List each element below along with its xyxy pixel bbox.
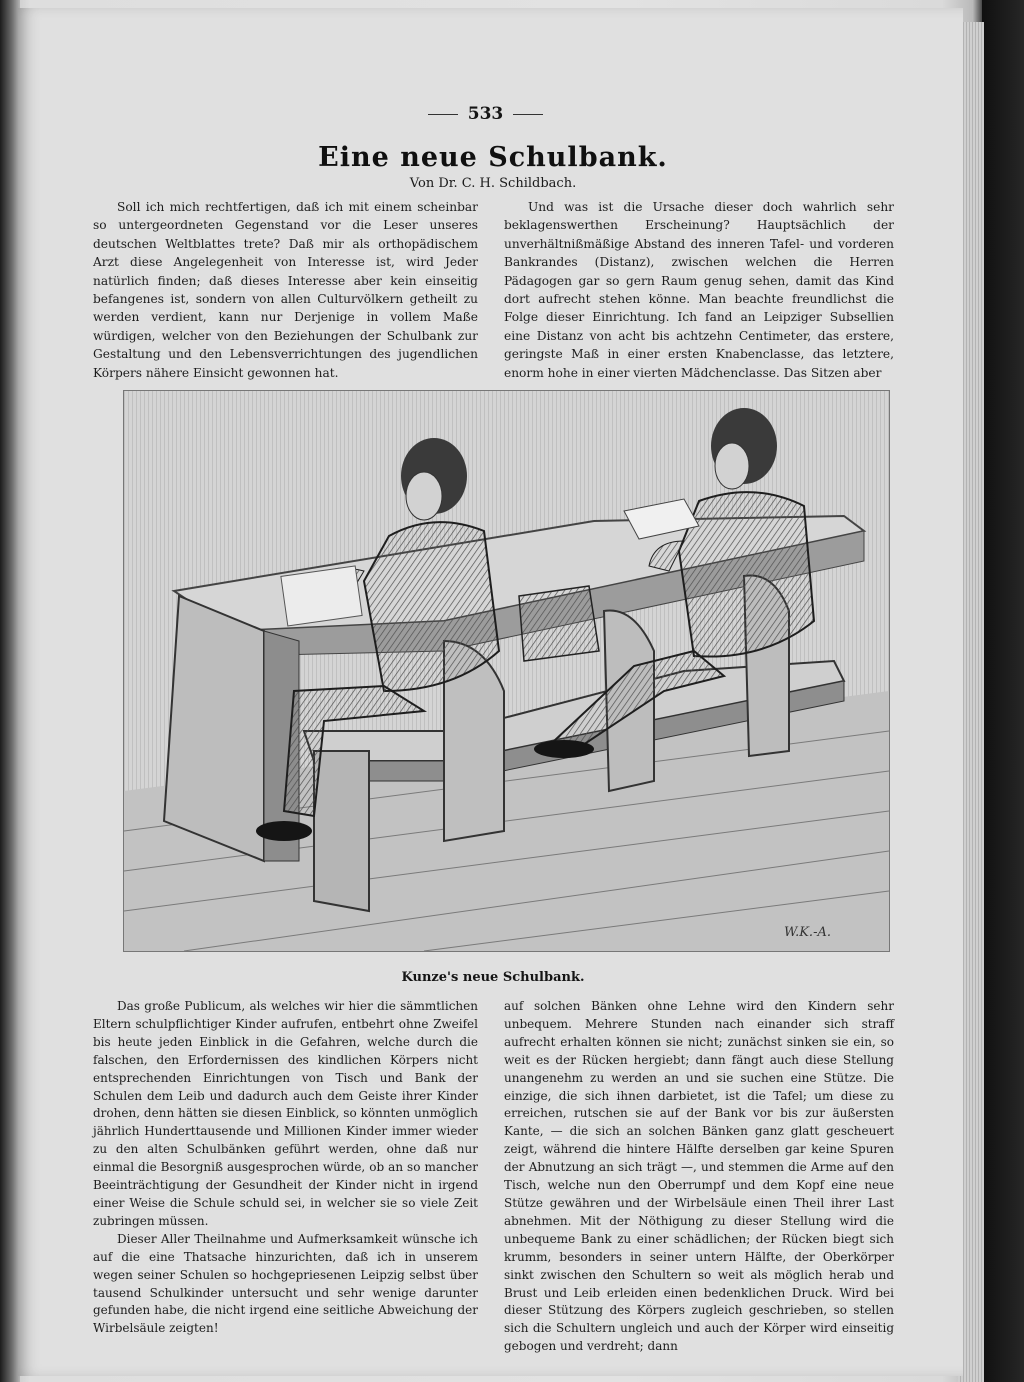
article-byline: Von Dr. C. H. Schildbach. [409, 176, 577, 191]
page-number-rule-left [428, 114, 458, 115]
body-left-column [93, 998, 478, 1338]
engraving-svg [124, 391, 889, 951]
illustration-school-bench [123, 390, 890, 952]
body-left-paragraph-1: Das große Publicum, als welches wir hier die sämmtlichen Eltern schulpflichtiger Kinder aufrufen, entbehrt ohne Zweifel bis heute jeden Einblick in die Gefahren, welche durch die falschen, den Erfordernissen des kindlichen Körpers nicht entsprechenden Einrichtungen von Tisch und Bank der Schulen dem Leib und dadurch auch dem Geiste ihrer Kinder drohen, denn hätten sie diesen Einblick, so könnten unmöglich jährlich Hunderttausende und Millionen Kinder immer wieder zu den alten Schulbänken geführt werden, ohne daß nur einmal die Besorgniß ausgesprochen würde, ob an so mancher Beeinträchtigung der Gesundheit der Kinder nicht in irgend einer Weise die Schule schuld sei, in welcher sie so viele Zeit zubringen müssen. [93, 999, 478, 1228]
body-left-paragraph-2: Dieser Aller Theilnahme und Aufmerksamkeit wünsche ich auf die eine Thatsache hinzurichten, daß ich in unserem wegen seiner Schulen so hochgepriesenen Leipzig selbst über tausend Schulkinder untersucht und sehr wenige darunter gefunden habe, die nicht irgend eine seitliche Abweichung der Wirbelsäule zeigten! [93, 1231, 478, 1336]
intro-right-column [504, 198, 894, 382]
facing-page-edge [0, 0, 20, 1382]
page-number-block [428, 104, 543, 124]
book-page [18, 8, 963, 1376]
page-number-rule-right [513, 114, 543, 115]
bench-end-panel [314, 751, 369, 911]
intro-left-paragraph: Soll ich mich rechtfertigen, daß ich mit einem scheinbar so untergeordneten Gegenstand vor die Leser unseres deutschen Weltblattes trete? Daß mir als orthopädischem Arzt diese Angelegenheit von Interesse ist, wird Jeder natürlich finden; daß dieses Interesse aber kein einseitig befangenes ist, sondern von allen Culturvölkern getheilt zu werden verdient, kann nur Derjenige in vollem Maße würdigen, welcher von den Beziehungen der Schulbank zur Gestaltung und den Lebensverrichtungen des jugendlichen Körpers nähere Einsicht gewonnen hat. [93, 200, 478, 380]
intro-right-paragraph: Und was ist die Ursache dieser doch wahrlich sehr beklagenswerthen Erscheinung? Hauptsächlich der unverhältnißmäßige Abstand des inneren Tafel- und vorderen Bankrandes (Distanz), zwischen welchen die Herren Pädagogen gar so gern Raum genug sehen, damit das Kind dort aufrecht stehen könne. Man beachte freundlichst die Folge dieser Einrichtung. Ich fand an Leipziger Subsellien eine Distanz von acht bis achtzehn Centimeter, das erstere, geringste Maß in einer ersten Knabenclasse, das letztere, enorm hohe in einer vierten Mädchenclasse. Das Sitzen aber [504, 200, 894, 380]
school-satchel [519, 586, 599, 661]
body-right-column [504, 998, 894, 1356]
book-cover [982, 0, 1024, 1382]
figure-caption: Kunze's neue Schulbank. [401, 970, 585, 985]
body-right-paragraph-1: auf solchen Bänken ohne Lehne wird den Kindern sehr unbequem. Mehrere Stunden nach einander sich straff aufrecht erhalten können sie nicht; zunächst sinken sie ein, so weit es der Rücken hergiebt; dann fängt auch diese Stellung unangenehm zu werden an und sie suchen eine Stütze. Die einzige, die sich ihnen darbietet, ist die Tafel; um diese zu erreichen, rutschen sie auf der Bank vor bis zur äußersten Kante, — die sich an solchen Bänken ganz glatt gescheuert zeigt, während die hintere Hälfte derselben gar keine Spuren der Abnutzung an sich trägt —, und stemmen die Arme auf den Tisch, welche nun den Oberrumpf und dem Kopf eine neue Stütze gewähren und der Wirbelsäule einen Theil ihrer Last abnehmen. Mit der Nöthigung zu dieser Stellung wird die unbequeme Bank zu einer schädlichen; der Rücken biegt sich krumm, besonders in seiner untern Hälfte, der Oberkörper sinkt zwischen den Schultern so weit als möglich herab und Brust und Leib erleiden einen bedenklichen Druck. Wird bei dieser Stützung des Körpers zugleich geschrieben, so stellen sich die Schultern ungleich und auch der Körper wird einseitig gebogen und verdreht; dann [504, 999, 894, 1354]
intro-left-column [93, 198, 478, 382]
article-title: Eine neue Schulbank. [318, 142, 668, 173]
page-number: 533 [467, 104, 504, 124]
engraver-signature: W.K.-A. [784, 925, 831, 940]
desk-end-panel [164, 596, 264, 861]
